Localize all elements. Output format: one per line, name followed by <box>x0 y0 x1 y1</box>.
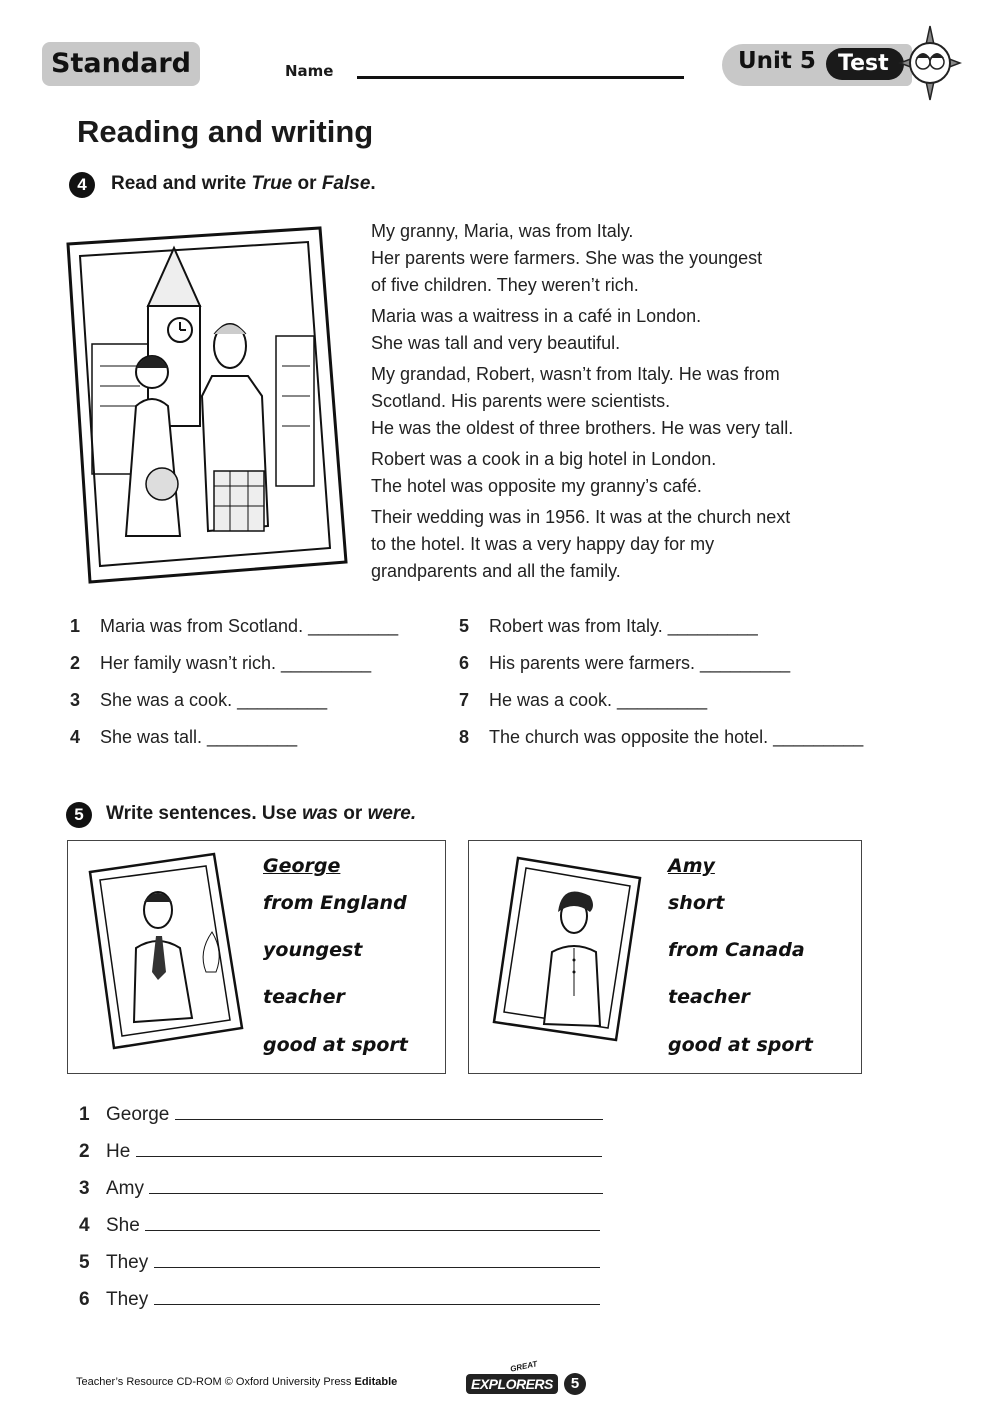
wedding-photo <box>62 226 352 586</box>
george-photo <box>88 852 248 1050</box>
george-fact: good at sport <box>263 1034 408 1056</box>
write-line-2[interactable]: 2 He <box>79 1140 602 1163</box>
question-5[interactable]: 5 Robert was from Italy. _________ <box>459 616 758 636</box>
question-1[interactable]: 1 Maria was from Scotland. _________ <box>70 616 399 636</box>
amy-fact: good at sport <box>668 1034 813 1056</box>
amy-fact: from Canada <box>668 939 805 961</box>
george-fact: youngest <box>263 939 363 961</box>
amy-photo <box>492 856 646 1042</box>
great-explorers-logo: GREAT EXPLORERS 5 <box>466 1362 590 1402</box>
test-label: Test <box>826 48 904 80</box>
george-fact: from England <box>263 892 407 914</box>
question-7[interactable]: 7 He was a cook. _________ <box>459 690 708 710</box>
question-4[interactable]: 4 She was tall. _________ <box>70 727 298 747</box>
unit-label: Unit 5 <box>738 48 816 74</box>
question-3[interactable]: 3 She was a cook. _________ <box>70 690 328 710</box>
question-2[interactable]: 2 Her family wasn’t rich. _________ <box>70 653 372 673</box>
exercise-number: 4 <box>69 172 95 198</box>
reading-passage: My granny, Maria, was from Italy. Her parents were farmers. She was the youngest of five children. They weren’t rich. Maria was a waitress in a café in London. She was tall and very beautiful. My grandad, Robert, wasn’t from Italy. He was from Scotland. His parents were scientists. He was the oldest of three brothers. He was very tall. Robert was a cook in a big hotel in London. The hotel was opposite my granny’s café. Their wedding was in 1956. It was at the church next to the hotel. It was a very happy day for my grandparents and all the family. <box>371 221 794 581</box>
george-fact: teacher <box>263 986 345 1008</box>
section-title: Reading and writing <box>77 114 374 149</box>
write-line-3[interactable]: 3 Amy <box>79 1177 603 1200</box>
level-badge: Standard <box>42 42 200 86</box>
name-input-line[interactable] <box>357 76 684 79</box>
question-6[interactable]: 6 His parents were farmers. _________ <box>459 653 791 673</box>
exercise-instruction: Write sentences. Use was or were. <box>106 803 417 824</box>
amy-name: Amy <box>668 855 715 877</box>
george-name: George <box>263 855 341 877</box>
write-line-4[interactable]: 4 She <box>79 1214 600 1237</box>
write-line-6[interactable]: 6 They <box>79 1288 600 1311</box>
name-label: Name <box>285 62 334 80</box>
amy-fact: short <box>668 892 725 914</box>
amy-fact: teacher <box>668 986 750 1008</box>
compass-kids-icon <box>898 24 962 102</box>
exercise-number: 5 <box>66 802 92 828</box>
footer-copyright: Teacher’s Resource CD-ROM © Oxford University Press Editable <box>76 1376 398 1388</box>
question-8[interactable]: 8 The church was opposite the hotel. _________ <box>459 727 864 747</box>
exercise-instruction: Read and write True or False. <box>111 173 376 194</box>
write-line-5[interactable]: 5 They <box>79 1251 600 1274</box>
write-line-1[interactable]: 1 George <box>79 1103 603 1126</box>
